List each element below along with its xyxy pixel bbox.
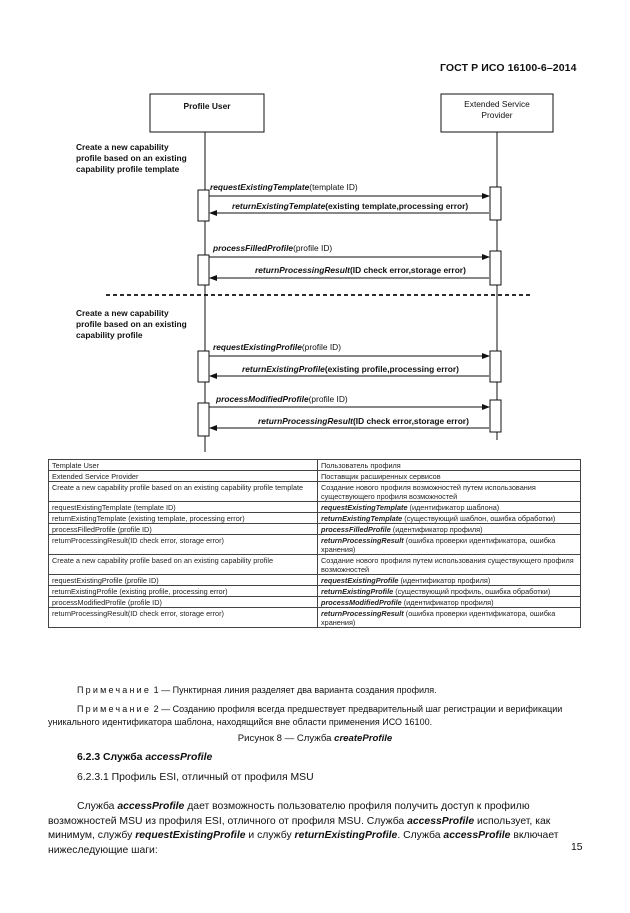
- msg-op-1: requestExistingTemplate: [210, 182, 310, 192]
- legend-ru-text: Поставщик расширенных сервисов: [321, 471, 441, 481]
- legend-en-cell: returnProcessingResult(ID check error, storage error): [49, 608, 318, 628]
- legend-ru-cell: [318, 555, 581, 575]
- msg-args-6: (existing profile,processing error): [324, 364, 459, 374]
- legend-ru-cell: [318, 597, 581, 608]
- legend-ru-op: returnExistingTemplate: [321, 513, 403, 523]
- body-paragraph: [48, 800, 583, 858]
- msg-args-8: (ID check error,storage error): [352, 416, 469, 426]
- legend-en-cell: Extended Service Provider: [49, 471, 318, 482]
- legend-ru-cell: [318, 460, 581, 471]
- msg-label-4: [255, 265, 466, 275]
- msg-op-8: returnProcessingResult: [258, 416, 353, 426]
- legend-en-cell: returnExistingProfile (existing profile, processing error): [49, 586, 318, 597]
- msg-args-7: (profile ID): [308, 394, 348, 404]
- para-b1: accessProfile: [117, 801, 185, 812]
- legend-ru-text: (идентификатор профиля): [398, 575, 491, 585]
- msg-args-1: (template ID): [309, 182, 358, 192]
- legend-row: [49, 482, 581, 502]
- note-1: [77, 684, 437, 697]
- document-header: ГОСТ Р ИСО 16100-6–2014: [440, 62, 577, 74]
- legend-ru-cell: [318, 471, 581, 482]
- para-t5: . Служба: [397, 830, 444, 842]
- legend-ru-text: (ошибка проверки идентификатора, ошибка хранения): [321, 608, 556, 627]
- subsection-heading: 6.2.3.1 Профиль ESI, отличный от профиля MSU: [77, 772, 314, 783]
- legend-table: [48, 459, 581, 628]
- legend-ru-op: returnExistingProfile: [321, 586, 394, 596]
- legend-ru-op: returnProcessingResult: [321, 535, 404, 545]
- legend-en-cell: returnProcessingResult(ID check error, storage error): [49, 535, 318, 555]
- legend-row: [49, 460, 581, 471]
- activation-left-3: [198, 351, 209, 382]
- section2-line3: capability profile: [76, 330, 143, 340]
- msg-label-5: [213, 342, 341, 352]
- activation-right-4: [490, 400, 501, 432]
- legend-row: [49, 535, 581, 555]
- section2-line2: profile based on an existing: [76, 319, 187, 329]
- legend-row: [49, 524, 581, 535]
- msg-label-3: [212, 243, 332, 253]
- para-t3: использует, как минимум, службу: [48, 815, 551, 842]
- msg-op-5: requestExistingProfile: [213, 342, 302, 352]
- legend-row: [49, 502, 581, 513]
- note-1-label: Примечание: [77, 685, 152, 695]
- activation-right-2: [490, 251, 501, 285]
- legend-ru-op: returnProcessingResult: [321, 608, 404, 618]
- legend-ru-cell: [318, 586, 581, 597]
- heading-prefix: 6.2.3 Служба: [77, 752, 146, 763]
- legend-ru-text: (ошибка проверки идентификатора, ошибка хранения): [321, 535, 556, 554]
- note-2-text: 2 — Созданию профиля всегда предшествует предварительный шаг регистрации и верификации уникального идентификатора шаблона, находящийся вне области применения ИСО 16100.: [48, 704, 563, 727]
- msg-args-3: (profile ID): [293, 243, 333, 253]
- activation-left-1: [198, 190, 209, 221]
- caption-name: createProfile: [334, 733, 393, 744]
- legend-ru-cell: [318, 513, 581, 524]
- legend-en-cell: requestExistingProfile (profile ID): [49, 575, 318, 586]
- msg-op-3: processFilledProfile: [213, 243, 294, 253]
- section1-line3: capability profile template: [76, 164, 180, 174]
- section1-line2: profile based on an existing: [76, 153, 187, 163]
- legend-row: [49, 586, 581, 597]
- section-heading: [77, 752, 212, 763]
- legend-row: [49, 555, 581, 575]
- msg-args-5: (profile ID): [301, 342, 341, 352]
- legend-row: [49, 513, 581, 524]
- figure-caption: [0, 733, 630, 744]
- legend-row: [49, 471, 581, 482]
- caption-prefix: Рисунок 8 — Служба: [237, 733, 335, 744]
- legend-row: [49, 575, 581, 586]
- msg-label-8: [258, 416, 469, 426]
- legend-ru-op: processModifiedProfile: [321, 597, 402, 607]
- para-b3: requestExistingProfile: [135, 830, 246, 842]
- activation-right-1: [490, 187, 501, 220]
- legend-ru-text: (существующий шаблон, ошибка обработки): [402, 513, 556, 523]
- msg-op-2: returnExistingTemplate: [232, 201, 326, 211]
- msg-label-6: [242, 364, 459, 374]
- legend-row: [49, 608, 581, 628]
- para-t2: дает возможность пользователю профиля получить доступ к профилю возможностей MSU из профиля ESI, отличного от профиля MSU. Служба: [48, 801, 530, 827]
- legend-en-cell: Create a new capability profile based on an existing capability profile template: [49, 482, 318, 502]
- legend-ru-text: Создание нового профиля путем использования существующего профиля возможностей: [321, 555, 574, 574]
- legend-ru-op: requestExistingProfile: [321, 575, 399, 585]
- msg-args-2: (existing template,processing error): [325, 201, 469, 211]
- msg-op-7: processModifiedProfile: [216, 394, 309, 404]
- actor-esp-label-2: Provider: [481, 110, 513, 120]
- note-2: [48, 703, 583, 729]
- page-number: 15: [571, 842, 583, 853]
- actor-esp-label-1: Extended Service: [464, 99, 530, 109]
- heading-name: accessProfile: [145, 752, 213, 763]
- para-b5: accessProfile: [443, 830, 511, 842]
- msg-label-2: [232, 201, 468, 211]
- para-b2: accessProfile: [407, 815, 475, 827]
- actor-profile-user-label: Profile User: [183, 101, 231, 111]
- legend-ru-op: processFilledProfile: [321, 524, 391, 534]
- activation-left-4: [198, 403, 209, 436]
- activation-right-3: [490, 351, 501, 382]
- legend-ru-text: Создание нового профиля возможностей путем использования существующего профиля возможностей: [321, 482, 536, 501]
- legend-en-cell: processFilledProfile (profile ID): [49, 524, 318, 535]
- para-t6: включает нижеследующие шаги:: [48, 830, 559, 856]
- section1-line1: Create a new capability: [76, 142, 169, 152]
- legend-en-cell: Template User: [49, 460, 318, 471]
- activation-left-2: [198, 255, 209, 285]
- msg-label-7: [215, 394, 348, 404]
- legend-ru-cell: [318, 502, 581, 513]
- msg-label-1: [210, 182, 358, 192]
- legend-ru-text: (идентификатор профиля): [390, 524, 483, 534]
- para-t4: и службу: [245, 830, 295, 842]
- legend-ru-text: (идентификатор профиля): [401, 597, 494, 607]
- legend-en-cell: processModifiedProfile (profile ID): [49, 597, 318, 608]
- legend-en-cell: requestExistingTemplate (template ID): [49, 502, 318, 513]
- msg-op-4: returnProcessingResult: [255, 265, 350, 275]
- actor-box-profile-user: [150, 94, 264, 132]
- legend-ru-text: (идентификатор шаблона): [407, 502, 500, 512]
- section2-line1: Create a new capability: [76, 308, 169, 318]
- legend-ru-text: Пользователь профиля: [321, 460, 401, 470]
- legend-ru-text: (существующий профиль, ошибка обработки): [393, 586, 551, 596]
- legend-ru-op: requestExistingTemplate: [321, 502, 408, 512]
- legend-row: [49, 597, 581, 608]
- para-t1: Служба: [77, 801, 118, 812]
- note-1-text: 1 — Пунктирная линия разделяет два варианта создания профиля.: [151, 685, 437, 695]
- legend-en-cell: returnExistingTemplate (existing template, processing error): [49, 513, 318, 524]
- legend-ru-cell: [318, 535, 581, 555]
- legend-ru-cell: [318, 575, 581, 586]
- legend-ru-cell: [318, 608, 581, 628]
- para-b4: returnExistingProfile: [294, 830, 398, 842]
- legend-ru-cell: [318, 524, 581, 535]
- msg-args-4: (ID check error,storage error): [349, 265, 466, 275]
- legend-en-cell: Create a new capability profile based on an existing capability profile: [49, 555, 318, 575]
- msg-op-6: returnExistingProfile: [242, 364, 325, 374]
- note-2-label: Примечание: [77, 704, 152, 714]
- legend-ru-cell: [318, 482, 581, 502]
